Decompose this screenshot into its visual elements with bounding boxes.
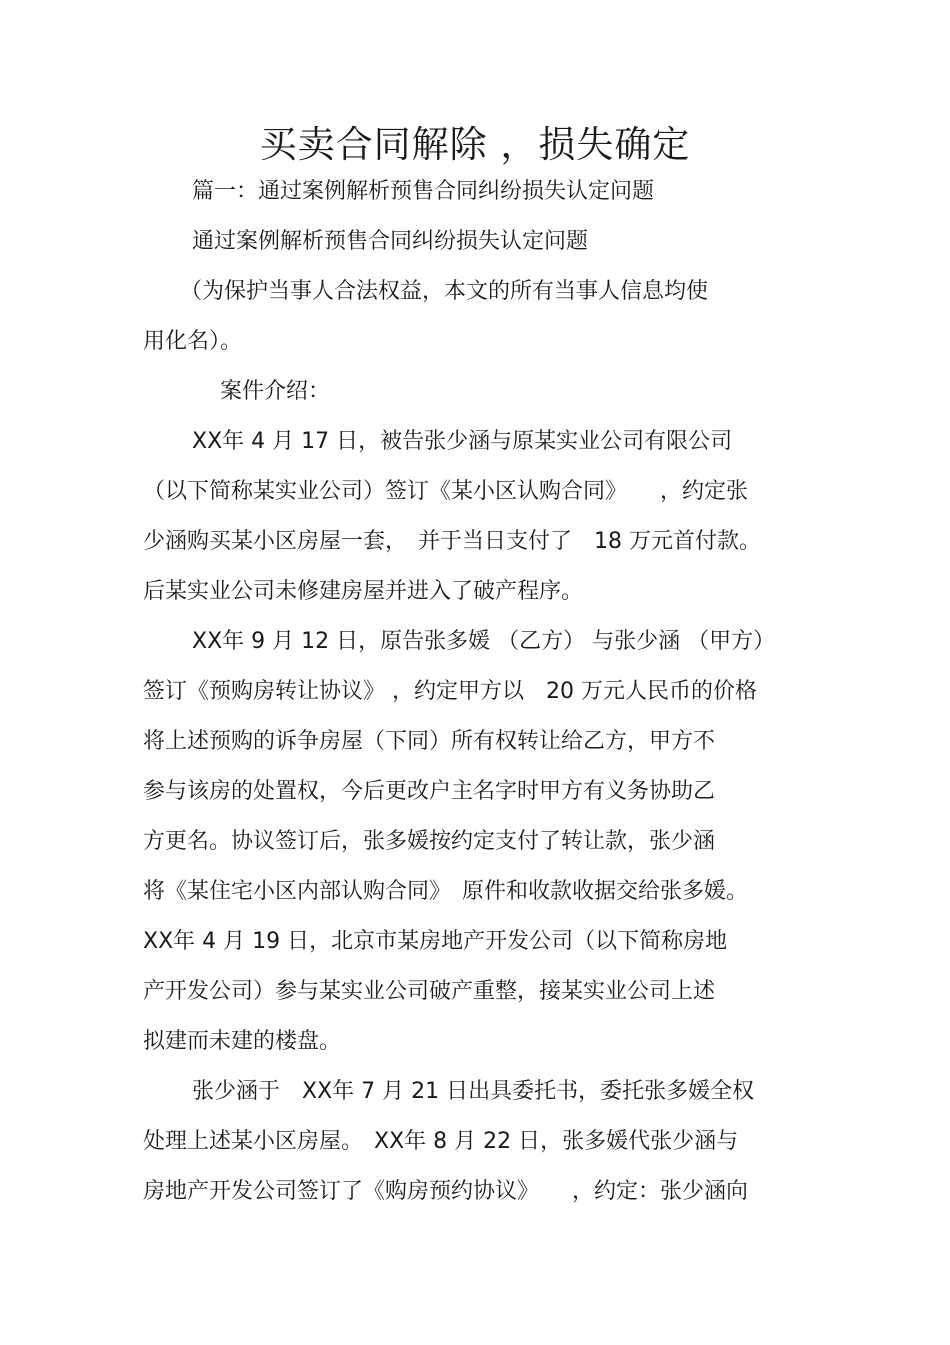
- paragraph-line: 参与该房的处置权，今后更改户主名字时甲方有义务协助乙: [143, 779, 716, 804]
- paragraph-line: XX年 4 月 17 日，被告张少涵与原某实业公司有限公司: [192, 429, 733, 454]
- paragraph-line: （以下简称某实业公司）签订《某小区认购合同》 ，约定张: [143, 479, 749, 504]
- paragraph-line: 篇一：通过案例解析预售合同纠纷损失认定问题: [192, 179, 655, 204]
- paragraph-line: （为保护当事人合法权益，本文的所有当事人信息均使: [180, 279, 709, 304]
- paragraph-line: 张少涵于 XX年 7 月 21 日出具委托书，委托张多媛全权: [192, 1079, 755, 1104]
- paragraph-line: XX年 4 月 19 日，北京市某房地产开发公司（以下简称房地: [143, 929, 728, 954]
- paragraph-line: 将《某住宅小区内部认购合同》 原件和收款收据交给张多媛。: [143, 879, 749, 904]
- paragraph-line: 案件介绍：: [220, 379, 331, 404]
- paragraph-line: XX年 9 月 12 日，原告张多媛 （乙方） 与张少涵 （甲方）: [192, 629, 776, 654]
- paragraph-line: 方更名。协议签订后，张多媛按约定支付了转让款，张少涵: [143, 829, 716, 854]
- document-title: 买卖合同解除 ，损失确定: [259, 123, 691, 166]
- paragraph-line: 后某实业公司未修建房屋并进入了破产程序。: [143, 579, 584, 604]
- paragraph-line: 房地产开发公司签订了《购房预约协议》 ，约定：张少涵向: [143, 1179, 749, 1204]
- paragraph-line: 拟建而未建的楼盘。: [143, 1029, 342, 1054]
- paragraph-line: 将上述预购的诉争房屋（下同）所有权转让给乙方，甲方不: [143, 729, 716, 754]
- paragraph-line: 产开发公司）参与某实业公司破产重整，接某实业公司上述: [143, 979, 716, 1004]
- paragraph-line: 用化名）。: [143, 329, 243, 354]
- paragraph-line: 通过案例解析预售合同纠纷损失认定问题: [192, 229, 589, 254]
- paragraph-line: 处理上述某小区房屋。 XX年 8 月 22 日，张多媛代张少涵与: [143, 1129, 739, 1154]
- paragraph-line: 少涵购买某小区房屋一套， 并于当日支付了 18 万元首付款。: [143, 529, 761, 554]
- paragraph-line: 签订《预购房转让协议》 ，约定甲方以 20 万元人民币的价格: [143, 679, 757, 704]
